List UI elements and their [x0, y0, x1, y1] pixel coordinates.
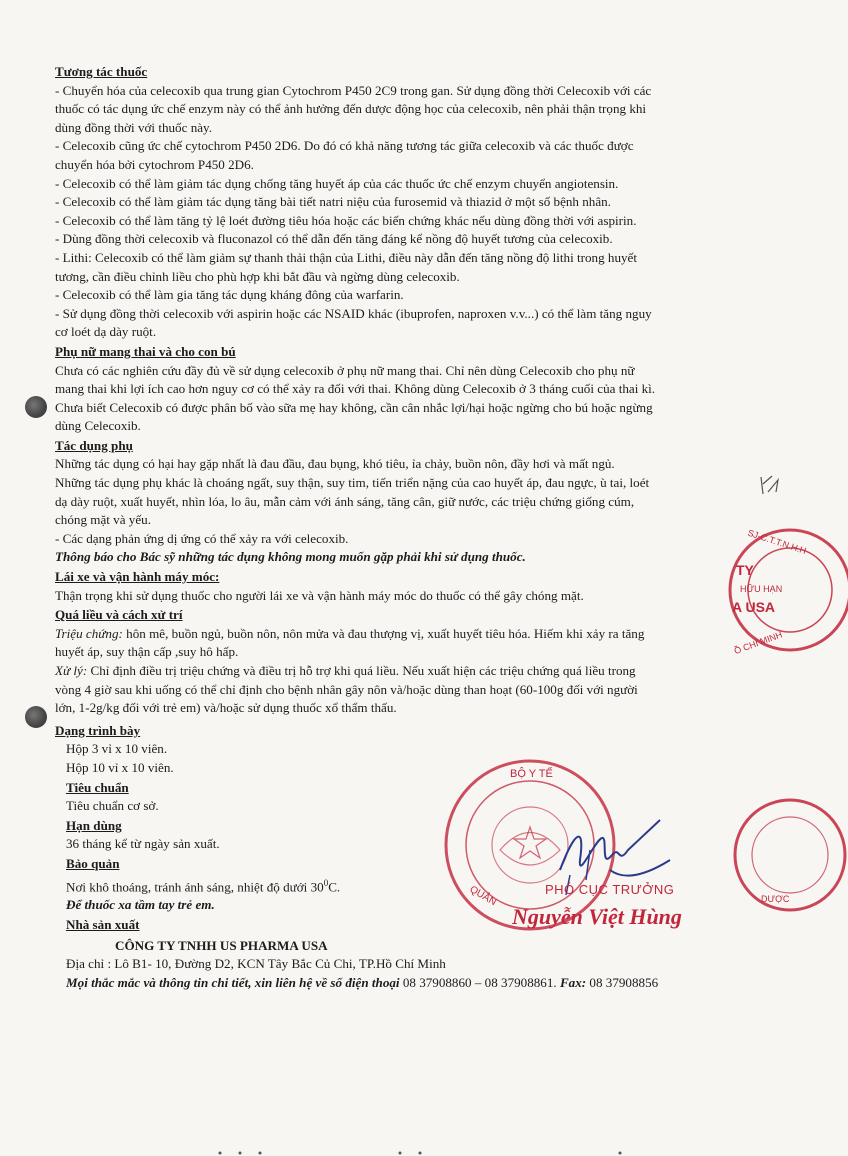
storage-unit: C.: [328, 878, 341, 894]
text-line: Những tác dụng phụ khác là choáng ngất, suy thận, suy tim, tiến triển nặng của cao huyết áp, đau ngực, ù tai, loét: [55, 475, 650, 491]
fax-number: 08 37908856: [586, 974, 659, 990]
approval-name: Nguyễn Việt Hùng: [512, 904, 682, 929]
treatment-text: Chỉ định điều trị triệu chứng và điều trị hỗ trợ khi quá liều. Nếu xuất hiện các triệu chứng quá liều trong: [87, 663, 636, 678]
company-name: CÔNG TY TNHH US PHARMA USA: [115, 937, 328, 953]
text-line: - Chuyển hóa của celecoxib qua trung gian Cytochrom P450 2C9 trong gan. Sử dụng đồng thời Celecoxib với các: [55, 82, 652, 98]
heading-overdose: Quá liều và cách xử trí: [55, 607, 183, 623]
storage-warning: Để thuốc xa tầm tay trẻ em.: [66, 897, 215, 913]
heading-presentation: Dạng trình bày: [55, 722, 141, 738]
text-line: 36 tháng kể từ ngày sản xuất.: [66, 836, 220, 852]
heading-manufacturer: Nhà sản xuất: [66, 917, 140, 933]
text-line: - Celecoxib cũng ức chế cytochrom P450 2D6. Do đó có khả năng tương tác giữa celecoxib và các thuốc được: [55, 138, 634, 154]
punch-hole-top: [25, 396, 47, 418]
scan-artifact-dots: [200, 1150, 700, 1156]
symptoms-text: hôn mê, buồn ngủ, buồn nôn, nôn mửa và đau thượng vị, xuất huyết tiêu hóa. Hiếm khi xảy ra tăng: [122, 625, 645, 641]
text-line: chuyển hóa bởi cytochrom P450 2D6.: [55, 156, 254, 172]
text-line: chóng mặt và yếu.: [55, 512, 151, 528]
heading-interactions: Tương tác thuốc: [55, 64, 148, 79]
text-line: Hộp 3 vỉ x 10 viên.: [66, 741, 168, 757]
partial-stamp-graphic: [735, 790, 815, 920]
text-line: Chưa có các nghiên cứu đầy đủ về sử dụng celecoxib ở phụ nữ mang thai. Chỉ nên dùng Celecoxib cho phụ nữ: [55, 362, 635, 378]
right-stamp-line-2: HỮU HẠN: [740, 584, 783, 594]
company-address: Địa chỉ : Lô B1- 10, Đường D2, KCN Tây Bắc Củ Chi, TP.Hồ Chí Minh: [66, 956, 446, 972]
text-line: - Sử dụng đồng thời celecoxib với aspirin hoặc các NSAID khác (ibuprofen, naproxen v.v...) có thể làm tăng nguy: [55, 305, 652, 321]
company-stamp-right: [728, 520, 848, 660]
contact-line: [55, 974, 735, 993]
partial-stamp-text: DƯỢC: [761, 894, 790, 904]
treatment-label: Xử lý:: [55, 663, 88, 678]
text-line: tương, cần điều chỉnh liều cho phù hợp khi bắt đầu và ngừng dùng celecoxib.: [55, 268, 460, 284]
text-line: - Celecoxib có thể làm tăng tỷ lệ loét đường tiêu hóa hoặc các biến chứng khác nếu dùng đồng thời với aspirin.: [55, 212, 637, 228]
degree-superscript: 0: [323, 877, 329, 888]
text-line: cơ loét dạ dày ruột.: [55, 324, 157, 340]
punch-hole-bottom: [25, 706, 47, 728]
ministry-stamp-bottom-text: QUẢN: [467, 884, 499, 909]
company-stamp-graphic: [728, 520, 848, 660]
text-line: mang thai khi lợi ích cao hơn nguy cơ có thể xảy ra đối với thai. Không dùng Celecoxib ở 3 tháng cuối của thai kì.: [55, 381, 656, 397]
side-effects-text: [55, 455, 735, 567]
text-line: - Celecoxib có thể làm giảm tác dụng tăng bài tiết natri niệu của furosemid và thiazid ở một số bệnh nhân.: [55, 194, 611, 210]
text-line: - Dùng đồng thời celecoxib và fluconazol có thể dẫn đến tăng đáng kể nồng độ huyết tương của celecoxib.: [55, 231, 613, 247]
text-line: dùng đồng thời với thuốc này.: [55, 119, 213, 135]
contact-label: Mọi thắc mắc và thông tin chi tiết, xin liên hệ về số điện thoại: [66, 974, 400, 990]
text-line: vòng 4 giờ sau khi uống có thể chỉ định cho bệnh nhân gây nôn và/hoặc dùng than hoạt (60-100g đối với người: [55, 681, 638, 697]
heading-side-effects: Tác dụng phụ: [55, 437, 133, 453]
text-line: - Celecoxib có thể làm giảm tác dụng chống tăng huyết áp của các thuốc ức chế enzym chuyển angiotensin.: [55, 175, 619, 191]
right-stamp-line-1: TY: [736, 562, 754, 578]
text-line: - Lithi: Celecoxib có thể làm giảm sự thanh thải thận của Lithi, điều này dẫn đến tăng nồng độ lithi trong huyết: [55, 249, 638, 265]
pregnancy-text: [55, 362, 735, 436]
text-line: huyết áp, suy thận cấp ,suy hô hấp.: [55, 644, 239, 660]
text-line: Thận trọng khi sử dụng thuốc cho người lái xe và vận hành máy móc do thuốc có thể gây chóng mặt.: [55, 587, 584, 603]
fax-label: Fax:: [556, 974, 587, 990]
right-stamp-ring: SJ-C.T.T.N.H.H: [746, 527, 808, 556]
ministry-stamp-top-text: BỘ Y TẾ: [510, 768, 553, 780]
text-line: dùng Celecoxib.: [55, 418, 141, 434]
notice-doctor: Thông báo cho Bác sỹ những tác dụng không mong muốn gặp phải khi sử dụng thuốc.: [55, 549, 526, 565]
partial-stamp-right: [735, 790, 815, 920]
text-line: lớn, 1-2g/kg đối với trẻ em) và/hoặc sử dụng thuốc xổ thẩm thấu.: [55, 700, 397, 716]
text-line: - Các dạng phản ứng dị ứng có thể xảy ra với celecoxib.: [55, 530, 349, 546]
storage-text: Nơi khô thoáng, tránh ánh sáng, nhiệt độ dưới 30: [66, 878, 324, 894]
text-line: Tiêu chuẩn cơ sở.: [66, 798, 159, 814]
heading-storage: Bảo quản: [66, 855, 120, 871]
interactions-text: [55, 82, 735, 342]
overdose-treatment-line: [55, 662, 735, 681]
heading-pregnancy: Phụ nữ mang thai và cho con bú: [55, 343, 236, 359]
heading-driving: Lái xe và vận hành máy móc:: [55, 569, 220, 585]
contact-phones: 08 37908860 – 08 37908861.: [399, 974, 557, 990]
text-line: Hộp 10 vỉ x 10 viên.: [66, 759, 174, 775]
symptoms-label: Triệu chứng:: [55, 625, 123, 641]
approval-title: PHÓ CỤC TRƯỞNG: [545, 882, 675, 897]
right-stamp-line-3: A USA: [732, 599, 776, 615]
heading-expiry: Hạn dùng: [66, 817, 122, 833]
overdose-symptoms-line: [55, 625, 735, 644]
heading-standard: Tiêu chuẩn: [66, 779, 129, 795]
right-stamp-ring-2: Ồ CHÍ MINH: [732, 629, 784, 657]
text-line: - Celecoxib có thể làm gia tăng tác dụng kháng đông của warfarin.: [55, 287, 404, 303]
text-line: Chưa biết Celecoxib có được phân bố vào sữa mẹ hay không, cần cân nhắc lợi/hại hoặc ngừng cho bú hoặc ngừng: [55, 399, 653, 415]
text-line: thuốc có tác dụng ức chế enzym này có thể ảnh hưởng đến dược động học của celecoxib, nên phải thận trọng khi: [55, 101, 647, 117]
handwritten-mark: [758, 472, 784, 498]
text-line: dạ dày ruột, xuất huyết, nhìn lóa, lo âu, mẫn cảm với ánh sáng, tăng cân, giữ nước, các triệu chứng giống cúm,: [55, 493, 635, 509]
text-line: Những tác dụng có hại hay gặp nhất là đau đầu, đau bụng, khó tiêu, ỉa chảy, buồn nôn, đầy hơi và mất ngủ.: [55, 456, 615, 472]
